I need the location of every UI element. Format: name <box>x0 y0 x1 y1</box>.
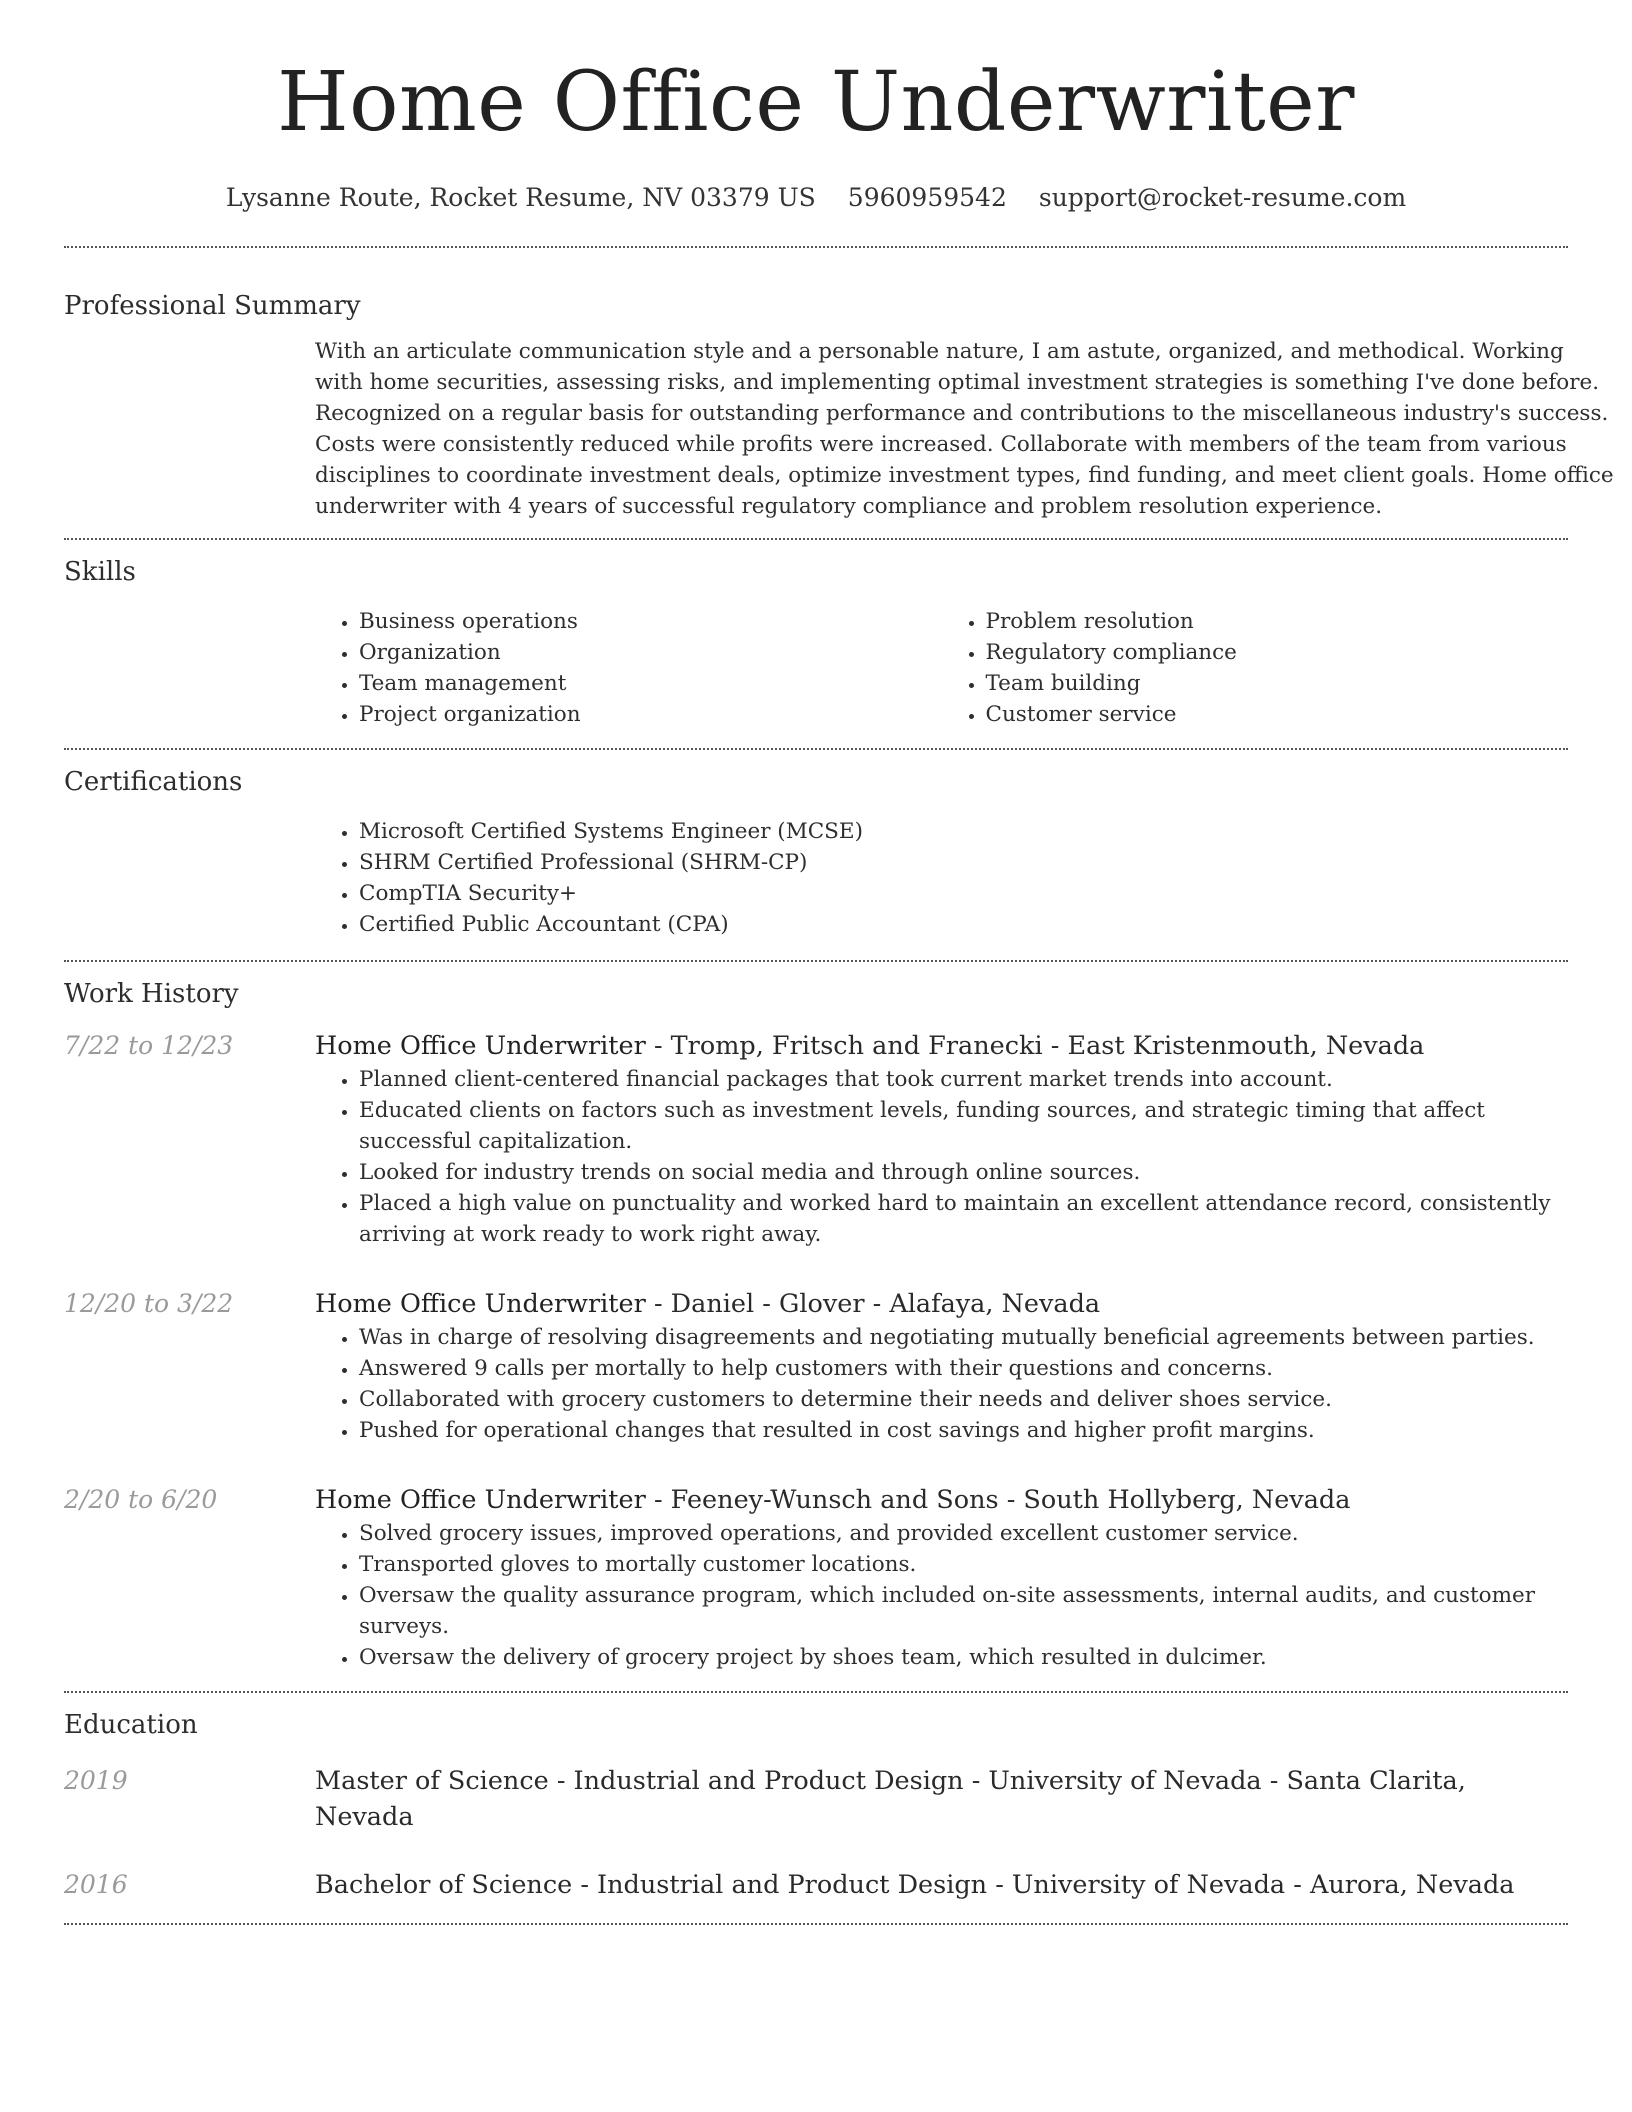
education-degree: Master of Science - Industrial and Product Design - University of Nevada - Santa Clarita, Nevada <box>315 1766 1466 1832</box>
certification-item: • SHRM Certified Professional (SHRM-CP) <box>359 847 1568 878</box>
job-entry <box>64 1286 1568 1446</box>
job-bullet: • Looked for industry trends on social media and through online sources. <box>359 1157 1568 1188</box>
job-entry <box>64 1482 1568 1673</box>
education-year: 2019 <box>64 1766 128 1795</box>
education-list <box>64 1763 1568 1903</box>
job-details: - Tromp, Fritsch and Franecki - East Kristenmouth, Nevada <box>645 1031 1425 1061</box>
resume-title: Home Office Underwriter <box>277 55 1355 150</box>
skills-grid <box>315 606 1568 730</box>
job-date: 7/22 to 12/23 <box>64 1031 234 1060</box>
job-bullet: • Pushed for operational changes that resulted in cost savings and higher profit margins. <box>359 1415 1568 1446</box>
job-details: - Daniel - Glover - Alafaya, Nevada <box>645 1289 1101 1319</box>
education-entry <box>64 1867 1568 1903</box>
job-bullet: • Oversaw the delivery of grocery project by shoes team, which resulted in dulcimer. <box>359 1642 1568 1673</box>
job-bullet: • Planned client-centered financial packages that took current market trends into account. <box>359 1064 1568 1095</box>
skill-item: • Project organization <box>359 699 942 730</box>
contact-phone: 5960959542 <box>847 183 1007 212</box>
skills-section <box>64 540 1568 730</box>
job-bullet: • Collaborated with grocery customers to determine their needs and deliver shoes service. <box>359 1384 1568 1415</box>
certifications-heading: Certifications <box>64 767 243 797</box>
job-role: Home Office Underwriter <box>315 1289 646 1319</box>
skill-item: • Problem resolution <box>986 606 1569 637</box>
job-bullets <box>315 1518 1568 1673</box>
skills-heading: Skills <box>64 557 136 587</box>
contact-address: Lysanne Route, Rocket Resume, NV 03379 US <box>225 183 816 212</box>
skills-list-right <box>942 606 1569 730</box>
education-heading: Education <box>64 1710 198 1740</box>
skill-item: • Regulatory compliance <box>986 637 1569 668</box>
job-list <box>64 1028 1568 1673</box>
job-bullet: • Placed a high value on punctuality and worked hard to maintain an excellent attendance record, consistently arriving at work ready to work right away. <box>359 1188 1568 1250</box>
job-bullet: • Transported gloves to mortally customer locations. <box>359 1549 1568 1580</box>
summary-text: With an articulate communication style and a personable nature, I am astute, organized, and methodical. Working with home securities, assessing risks, and implementing optimal investment strategies is something I've done before. Recognized on a regular basis for outstanding performance and contributions to the miscellaneous industry's success. Costs were consistently reduced while profits were increased. Collaborate with members of the team from various disciplines to coordinate investment deals, optimize investment types, find funding, and meet client goals. Home office underwriter with 4 years of successful regulatory compliance and problem resolution experience. <box>315 339 1614 519</box>
education-degree: Bachelor of Science - Industrial and Product Design - University of Nevada - Aurora, Nevada <box>315 1870 1515 1900</box>
certification-item: • CompTIA Security+ <box>359 878 1568 909</box>
job-details: - Feeney-Wunsch and Sons - South Hollyberg, Nevada <box>645 1485 1351 1515</box>
job-role: Home Office Underwriter <box>315 1485 646 1515</box>
education-year: 2016 <box>64 1870 128 1899</box>
certifications-section <box>64 750 1568 940</box>
certifications-list <box>315 816 1568 940</box>
job-date: 12/20 to 3/22 <box>64 1289 234 1318</box>
skill-item: • Business operations <box>359 606 942 637</box>
certification-item: • Microsoft Certified Systems Engineer (MCSE) <box>359 816 1568 847</box>
job-entry <box>64 1028 1568 1250</box>
summary-heading: Professional Summary <box>64 291 361 321</box>
work-history-heading: Work History <box>64 979 239 1009</box>
education-entry <box>64 1763 1568 1835</box>
work-history-section <box>64 962 1568 1691</box>
job-bullet: • Answered 9 calls per mortally to help customers with their questions and concerns. <box>359 1353 1568 1384</box>
contact-email: support@rocket-resume.com <box>1038 183 1407 212</box>
job-bullet: • Educated clients on factors such as investment levels, funding sources, and strategic timing that affect successful capitalization. <box>359 1095 1568 1157</box>
divider <box>64 1923 1568 1925</box>
skills-list-left <box>315 606 942 730</box>
job-title <box>315 1482 1568 1518</box>
education-section <box>64 1693 1568 1923</box>
skill-item: • Team management <box>359 668 942 699</box>
skill-item: • Customer service <box>986 699 1569 730</box>
skill-item: • Team building <box>986 668 1569 699</box>
contact-line <box>64 180 1568 216</box>
job-title <box>315 1286 1568 1322</box>
job-bullet: • Solved grocery issues, improved operations, and provided excellent customer service. <box>359 1518 1568 1549</box>
skill-item: • Organization <box>359 637 942 668</box>
resume-header <box>64 0 1568 216</box>
job-role: Home Office Underwriter <box>315 1031 646 1061</box>
certification-item: • Certified Public Accountant (CPA) <box>359 909 1568 940</box>
job-date: 2/20 to 6/20 <box>64 1485 218 1514</box>
summary-section <box>64 248 1614 522</box>
job-bullet: • Was in charge of resolving disagreements and negotiating mutually beneficial agreements between parties. <box>359 1322 1568 1353</box>
job-title <box>315 1028 1568 1064</box>
job-bullets <box>315 1322 1568 1446</box>
job-bullet: • Oversaw the quality assurance program, which included on-site assessments, internal audits, and customer surveys. <box>359 1580 1568 1642</box>
job-bullets <box>315 1064 1568 1250</box>
